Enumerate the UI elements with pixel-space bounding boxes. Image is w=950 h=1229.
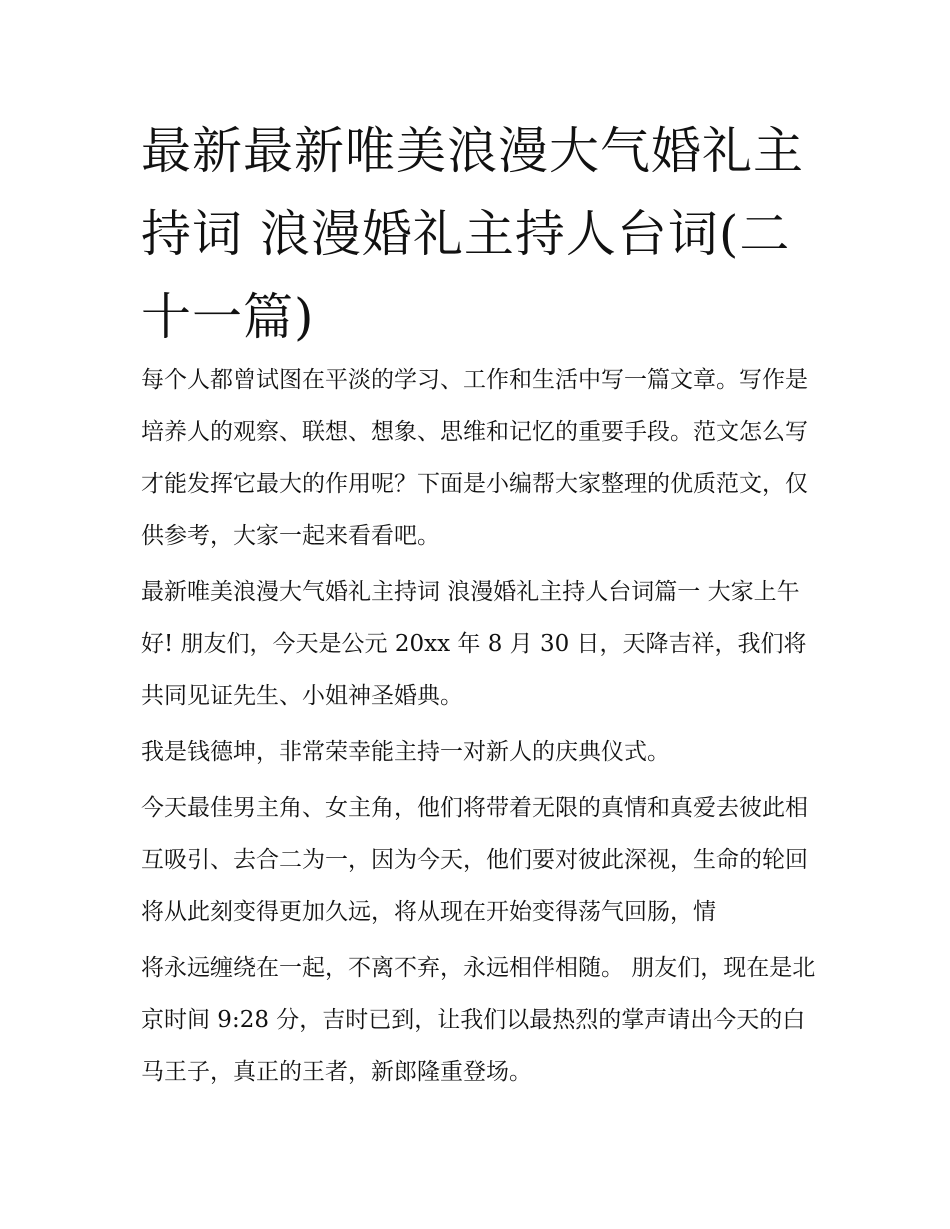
paragraph-couple: 今天最佳男主角、女主角，他们将带着无限的真情和真爱去彼此相互吸引、去合二为一，因为今天，他们要对彼此深视，生命的轮回将从此刻变得更加久远，将从现在开始变得荡气回肠，情 [141,795,808,925]
paragraph-opening: 最新唯美浪漫大气婚礼主持词 浪漫婚礼主持人台词篇一 大家上午好! 朋友们，今天是公元 20xx 年 8 月 30 日，天降吉祥，我们将共同见证先生、小姐神圣婚典。 [141,579,807,709]
paragraph-groom-entrance: 将永远缠绕在一起，不离不弃，永远相伴相随。 朋友们，现在是北京时间 9:28 分，吉时已到，让我们以最热烈的掌声请出今天的白马王子，真正的王者，新郎隆重登场。 [141,955,816,1085]
paragraph-intro: 每个人都曾试图在平淡的学习、工作和生活中写一篇文章。写作是培养人的观察、联想、想象、思维和记忆的重要手段。范文怎么写才能发挥它最大的作用呢？下面是小编帮大家整理的优质范文，仅供参考，大家一起来看看吧。 [141,367,808,549]
paragraph-host-intro: 我是钱德坤，非常荣幸能主持一对新人的庆典仪式。 [141,739,670,765]
document-body [141,354,821,1098]
document-title: 最新最新唯美浪漫大气婚礼主持词 浪漫婚礼主持人台词(二十一篇) [141,122,804,346]
